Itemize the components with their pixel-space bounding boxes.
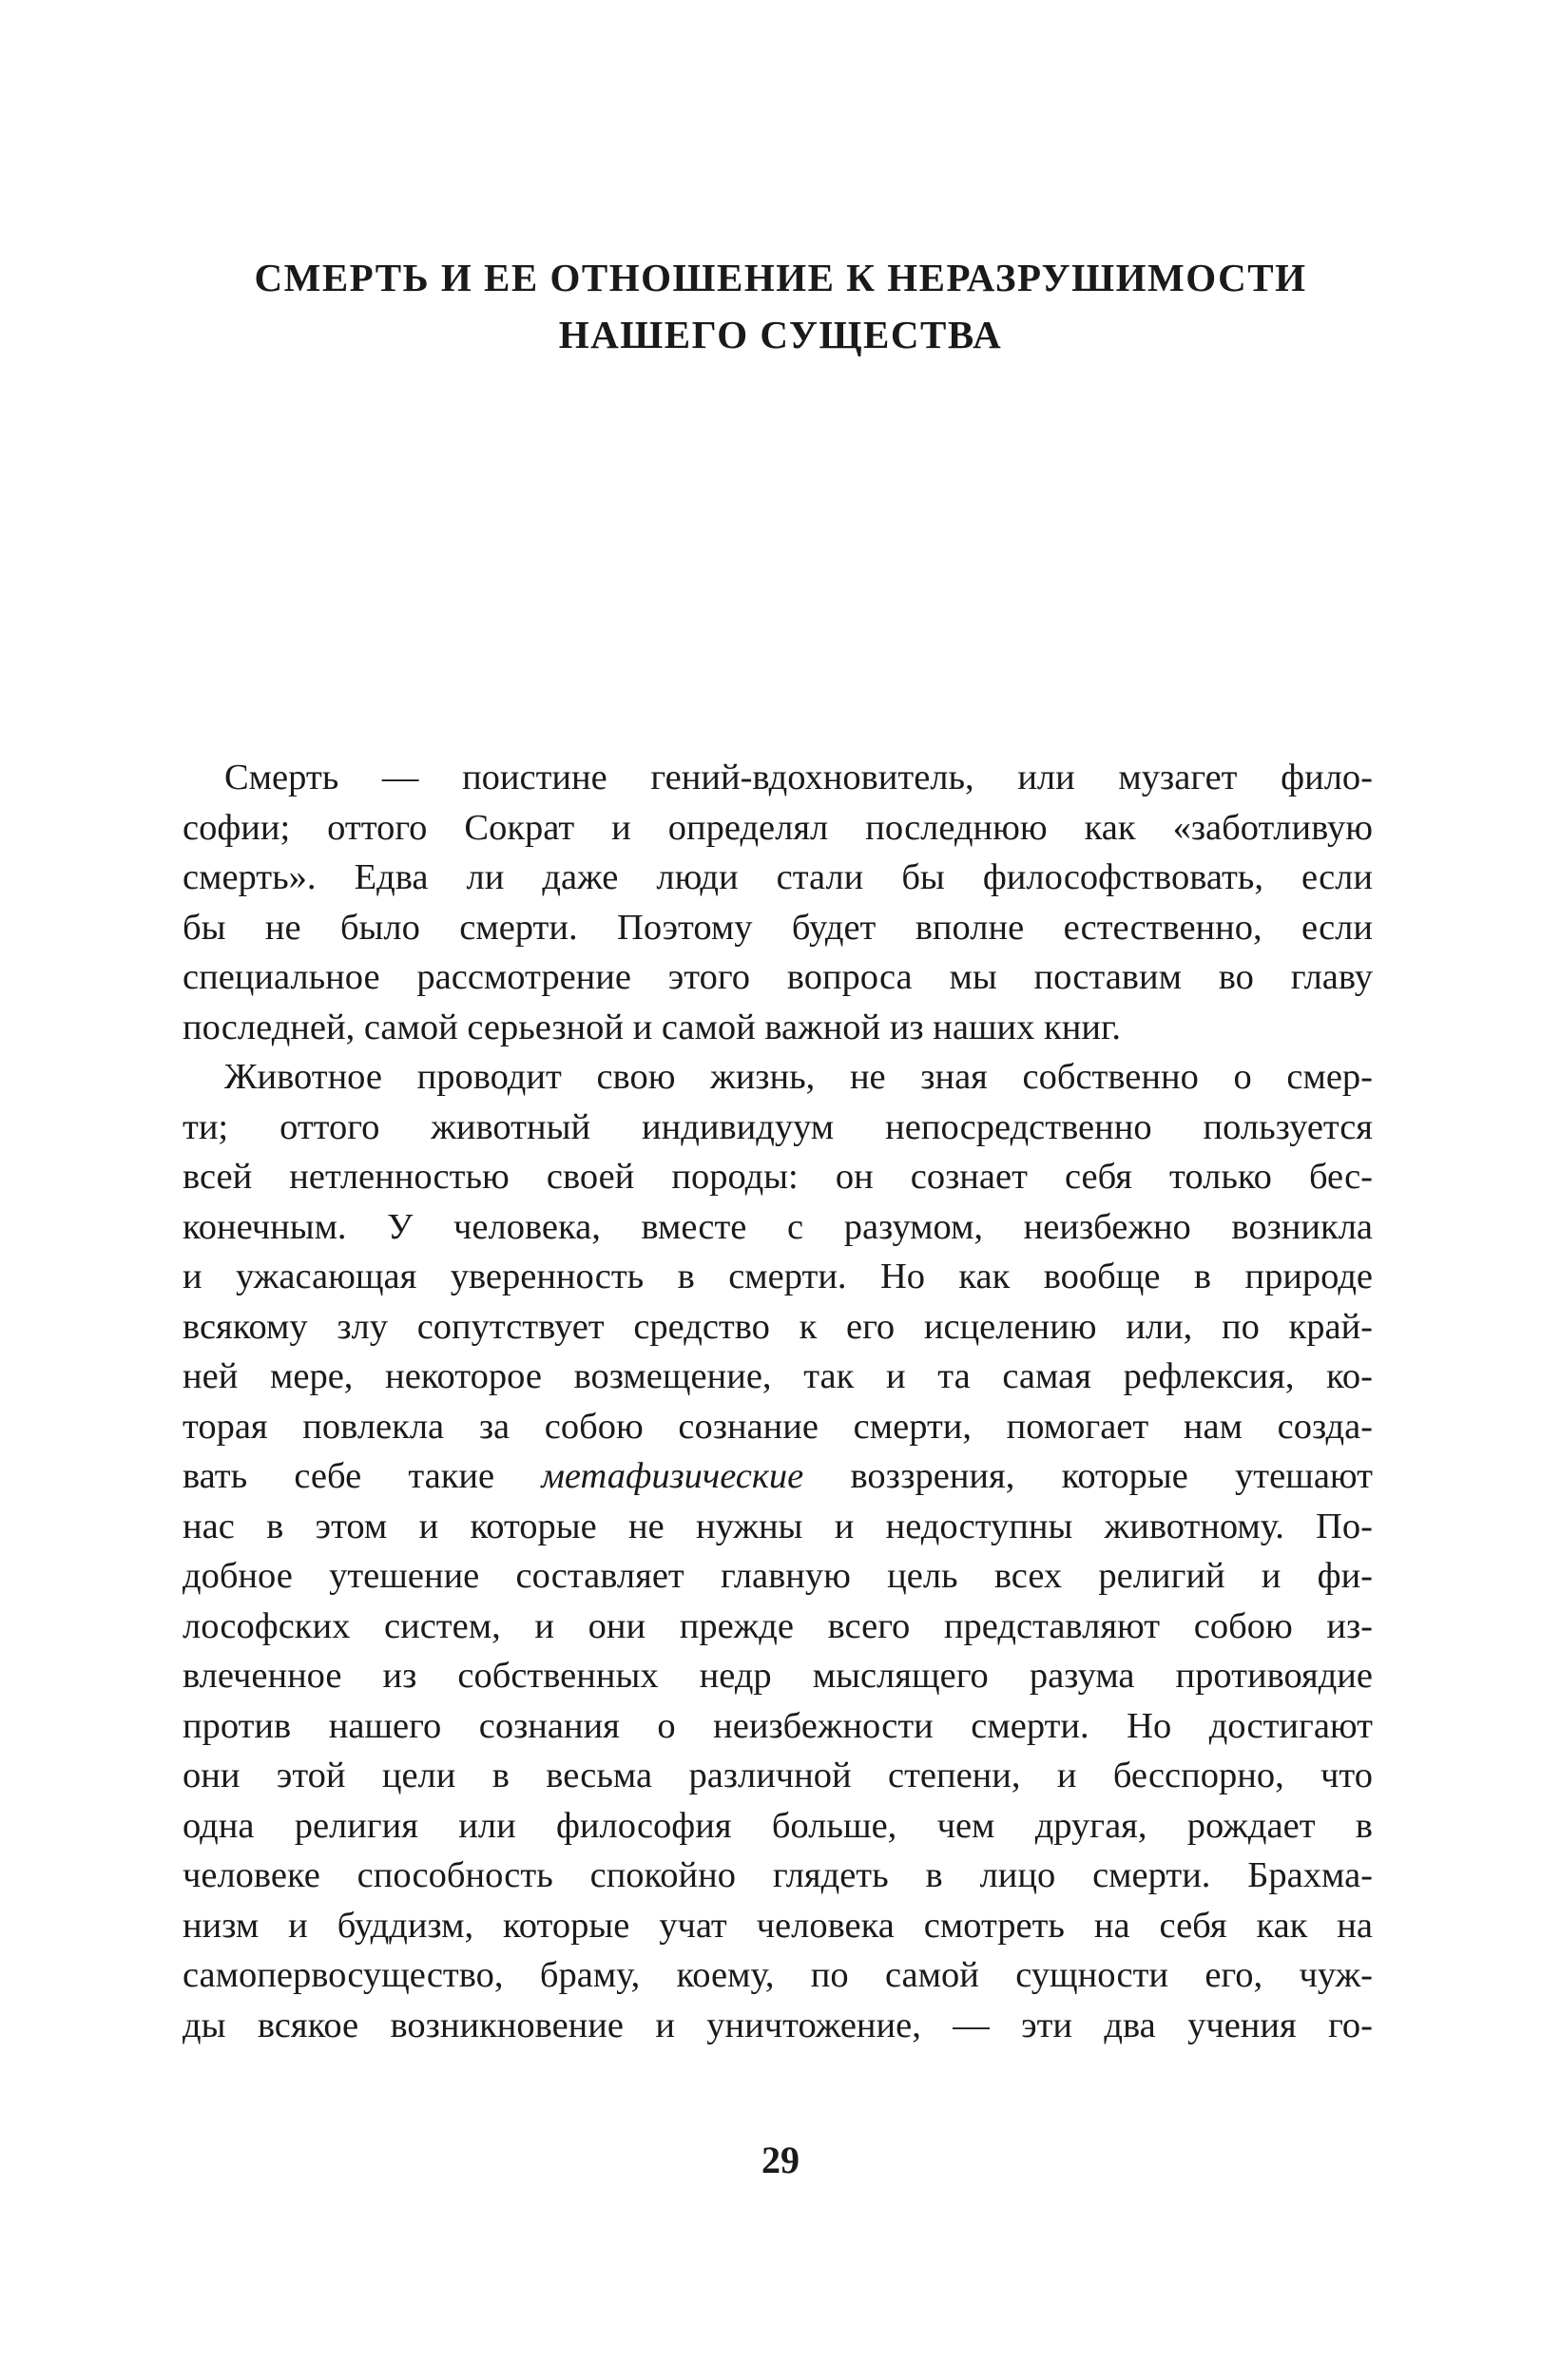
text-line: Смерть — поистине гений-вдохновитель, или музагет фило- [224, 758, 1373, 797]
text-line: против нашего сознания о неизбежности смерти. Но достигают [183, 1705, 1373, 1746]
text-line: торая повлекла за собою сознание смерти, помогает нам созда- [183, 1406, 1373, 1447]
text-line: Животное проводит свою жизнь, не зная собственно о смер- [224, 1057, 1373, 1097]
text-line: конечным. У человека, вместе с разумом, неизбежно возникла [183, 1206, 1373, 1247]
text-line: ти; оттого животный индивидуум непосредственно пользуется [183, 1106, 1373, 1147]
text-line: и ужасающая уверенность в смерти. Но как вообще в природе [183, 1257, 1373, 1296]
body-text [183, 753, 1373, 2050]
text-segment: вать себе такие [183, 1456, 542, 1496]
text-line: софии; оттого Сократ и определял последнюю как «заботливую [183, 807, 1373, 848]
chapter-heading [171, 249, 1390, 363]
text-line: всякому злу сопутствует средство к его исцелению или, по край- [183, 1306, 1373, 1347]
text-line: влеченное из собственных недр мыслящего разума противоядие [183, 1656, 1373, 1696]
chapter-heading-line-2: НАШЕГО СУЩЕСТВА [558, 313, 1003, 356]
text-line: нас в этом и которые не нужны и недоступны животному. По- [183, 1506, 1373, 1546]
text-line: ней мере, некоторое возмещение, так и та самая рефлексия, ко- [183, 1356, 1373, 1396]
text-line: низм и буддизм, которые учат человека смотреть на себя как на [183, 1905, 1373, 1946]
chapter-heading-line-1: СМЕРТЬ И ЕЕ ОТНОШЕНИЕ К НЕРАЗРУШИМОСТИ [254, 256, 1307, 299]
text-line: последней, самой серьезной и самой важной из наших книг. [183, 1007, 1122, 1047]
text-line: бы не было смерти. Поэтому будет вполне естественно, если [183, 907, 1373, 948]
text-line: лософских систем, и они прежде всего представляют собою из- [183, 1605, 1373, 1646]
text-line: смерть». Едва ли даже люди стали бы философствовать, если [183, 857, 1373, 897]
text-line: добное утешение составляет главную цель всех религий и фи- [183, 1556, 1373, 1596]
page-number: 29 [761, 2139, 800, 2181]
text-line: человеке способность спокойно глядеть в лицо смерти. Брахма- [183, 1855, 1373, 1895]
text-line: специальное рассмотрение этого вопроса мы поставим во главу [183, 957, 1373, 997]
text-segment: воззрения, которые утешают [803, 1456, 1373, 1496]
text-line: всей нетленностью своей породы: он сознает себя только бес- [183, 1157, 1373, 1197]
text-line-with-emphasis [183, 1451, 1373, 1502]
text-line: ды всякое возникновение и уничтожение, — эти два учения го- [183, 2005, 1373, 2045]
text-line: одна религия или философия больше, чем другая, рождает в [183, 1805, 1373, 1846]
emphasized-word: метафизические [541, 1456, 804, 1496]
text-line: самопервосущество, браму, коему, по самой сущности его, чуж- [183, 1955, 1373, 1995]
text-line: они этой цели в весьма различной степени, и бесспорно, что [183, 1756, 1373, 1795]
